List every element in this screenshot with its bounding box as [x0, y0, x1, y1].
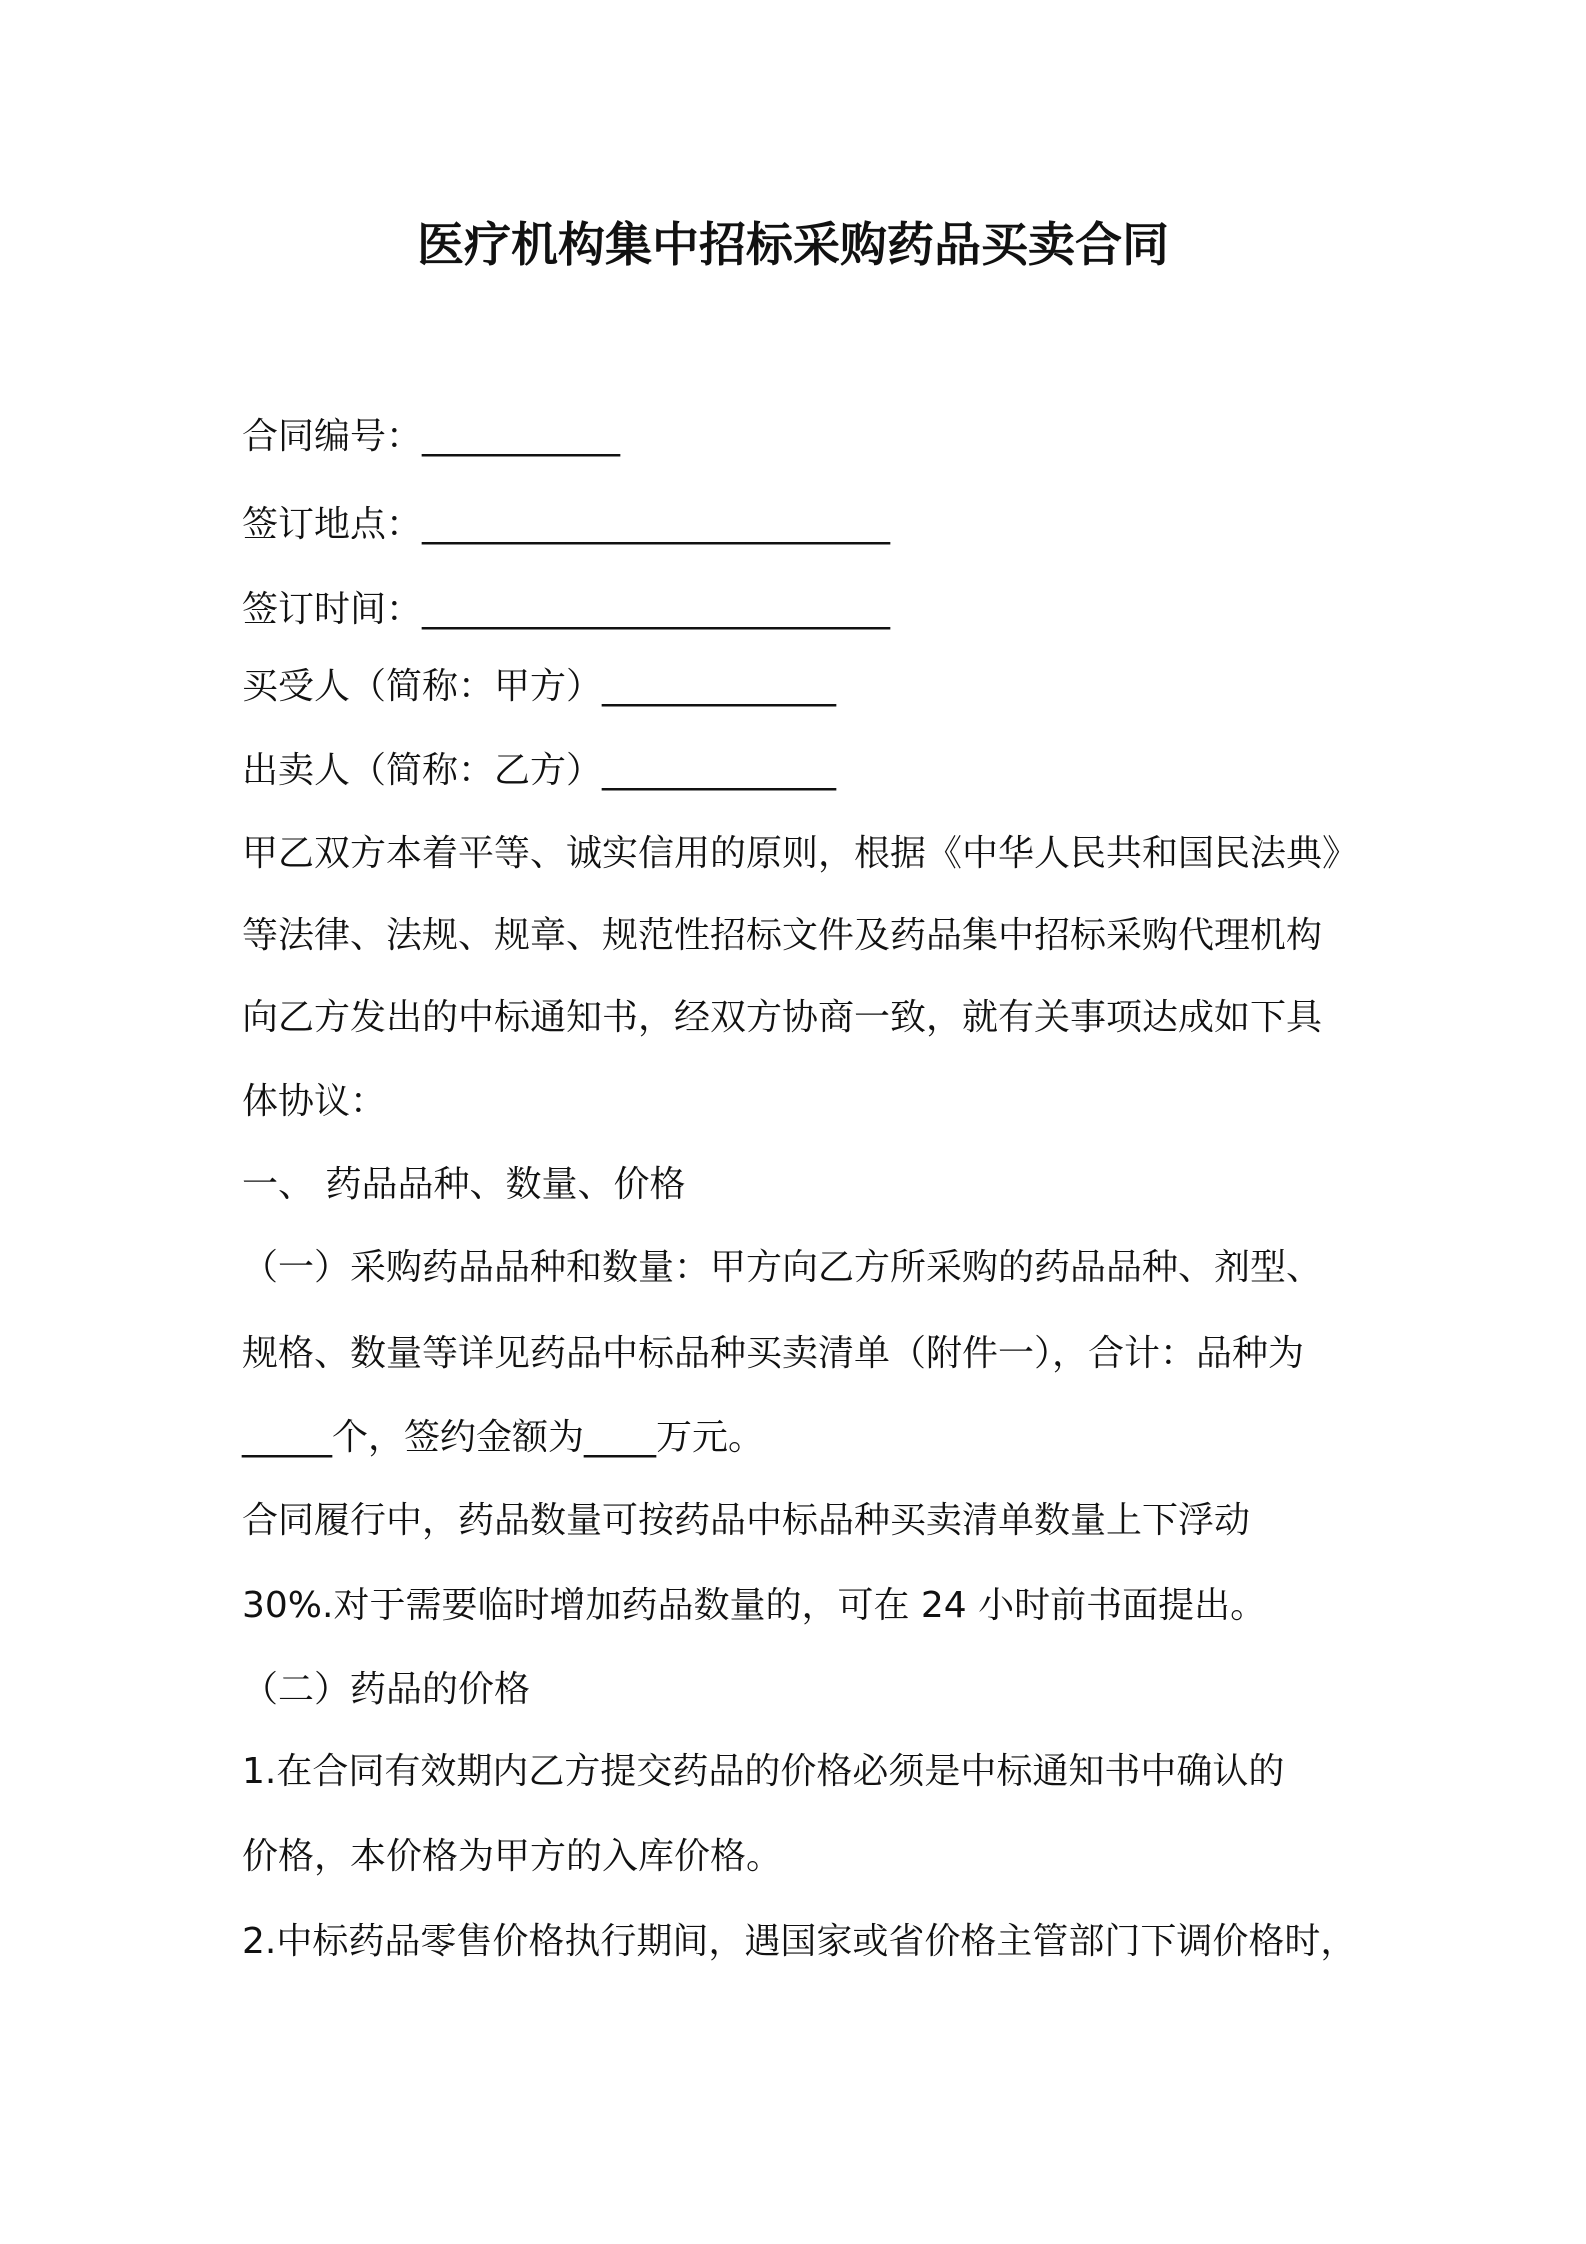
contract-number-blank: ___________ — [422, 416, 621, 457]
document-title: 医疗机构集中招标采购药品买卖合同 — [417, 218, 1169, 273]
contract-number-field — [242, 412, 620, 462]
buyer-blank: _____________ — [602, 666, 837, 707]
subsection-2-heading: （二）药品的价格 — [242, 1669, 531, 1710]
signing-time-label: 签订时间： — [242, 589, 423, 630]
buyer-field — [242, 662, 836, 712]
subsection-1-line: 规格、数量等详见药品中标品种买卖清单（附件一），合计：品种为 — [242, 1333, 1305, 1374]
subsection-1-line: （一）采购药品品种和数量：甲方向乙方所采购的药品品种、剂型、 — [242, 1247, 1323, 1288]
subsection-1-line: _____个，签约金额为____万元。 — [242, 1417, 765, 1458]
signing-time-field — [242, 585, 890, 635]
quantity-line: 30%.对于需要临时增加药品数量的，可在 24 小时前书面提出。 — [242, 1585, 1267, 1626]
signing-place-label: 签订地点： — [242, 504, 423, 545]
price-line: 1.在合同有效期内乙方提交药品的价格必须是中标通知书中确认的 — [242, 1751, 1285, 1792]
seller-field — [242, 746, 836, 796]
section-1-heading: 一、 药品品种、数量、价格 — [242, 1164, 686, 1205]
signing-place-field — [242, 500, 890, 550]
intro-line: 甲乙双方本着平等、诚实信用的原则，根据《中华人民共和国民法典》 — [242, 833, 1359, 874]
intro-line: 体协议： — [242, 1081, 387, 1122]
seller-label: 出卖人（简称：乙方） — [242, 750, 603, 791]
intro-line: 等法律、法规、规章、规范性招标文件及药品集中招标采购代理机构 — [242, 915, 1323, 956]
signing-time-blank: __________________________ — [422, 589, 891, 630]
price-line: 价格，本价格为甲方的入库价格。 — [242, 1836, 783, 1877]
intro-line: 向乙方发出的中标通知书，经双方协商一致，就有关事项达成如下具 — [242, 997, 1323, 1038]
signing-place-blank: __________________________ — [422, 504, 891, 545]
seller-blank: _____________ — [602, 750, 837, 791]
contract-number-label: 合同编号： — [242, 416, 423, 457]
buyer-label: 买受人（简称：甲方） — [242, 666, 603, 707]
price-line: 2.中标药品零售价格执行期间，遇国家或省价格主管部门下调价格时， — [242, 1921, 1357, 1962]
quantity-line: 合同履行中，药品数量可按药品中标品种买卖清单数量上下浮动 — [242, 1500, 1251, 1541]
